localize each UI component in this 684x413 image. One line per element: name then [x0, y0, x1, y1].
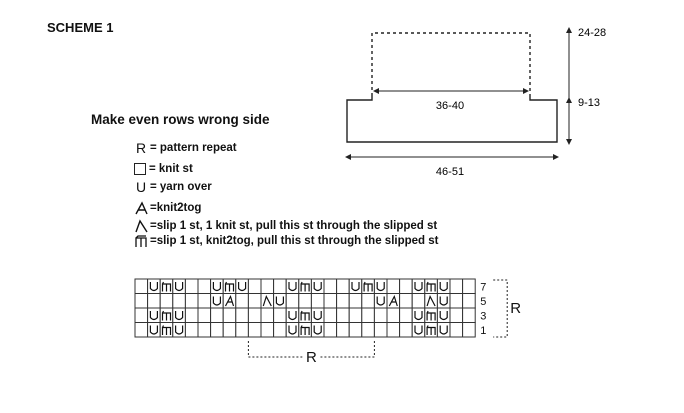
top-height-label: 24-28 — [578, 27, 607, 39]
chart-cell — [311, 308, 324, 323]
chart-cell — [299, 294, 312, 309]
chart-cell — [349, 308, 362, 323]
chart-cell — [261, 308, 274, 323]
chart-cell — [248, 308, 261, 323]
chart-cell — [463, 294, 476, 309]
legend-text: =slip 1 st, knit2tog, pull this st through the slipped st — [150, 235, 439, 247]
chart-cell — [185, 323, 198, 338]
bottom-width-label: 46-51 — [435, 166, 465, 178]
repeat-bracket-side — [493, 280, 507, 337]
chart-cell — [236, 308, 249, 323]
chart-cell — [412, 294, 425, 309]
chart-cell — [173, 323, 186, 338]
row-number-label: 1 — [480, 325, 487, 337]
chart-cell — [211, 279, 224, 294]
chart-cell — [337, 279, 350, 294]
chart-cell — [148, 323, 161, 338]
chart-cell — [286, 294, 299, 309]
legend-text: = pattern repeat — [150, 142, 237, 154]
chart-cell — [286, 323, 299, 338]
band-height-label: 9-13 — [578, 97, 601, 109]
yarn-over-icon: U — [135, 179, 147, 195]
repeat-label-side: R — [510, 300, 522, 317]
chart-cell — [387, 323, 400, 338]
chart-cell — [324, 294, 337, 309]
even-rows-note: Make even rows wrong side — [91, 112, 270, 127]
chart-cell — [412, 323, 425, 338]
chart-cell — [135, 308, 148, 323]
chart-cell — [362, 308, 375, 323]
chart-cell — [387, 308, 400, 323]
chart-cell — [148, 308, 161, 323]
chart-cell — [450, 279, 463, 294]
chart-cell — [311, 323, 324, 338]
chart-cell — [362, 323, 375, 338]
chart-cell — [437, 323, 450, 338]
chart-cell — [374, 308, 387, 323]
chart-cell — [400, 294, 413, 309]
chart-cell — [311, 279, 324, 294]
chart-cell — [374, 323, 387, 338]
repeat-icon: R — [135, 140, 147, 156]
chart-cell — [374, 279, 387, 294]
chart-cell — [135, 323, 148, 338]
chart-cell — [437, 308, 450, 323]
chart-cell — [274, 294, 287, 309]
legend-text: =knit2tog — [150, 202, 202, 214]
chart-cell — [135, 279, 148, 294]
chart-cell — [274, 279, 287, 294]
top-width-label: 36-40 — [435, 100, 465, 112]
chart-cell — [349, 279, 362, 294]
chart-cell — [337, 323, 350, 338]
chart-cell — [324, 308, 337, 323]
chart-cell — [412, 279, 425, 294]
chart-cell — [173, 279, 186, 294]
chart-cell — [198, 294, 211, 309]
chart-cell — [223, 308, 236, 323]
chart-cell — [387, 279, 400, 294]
chart-cell — [223, 323, 236, 338]
chart-cell — [261, 279, 274, 294]
chart-cell — [400, 308, 413, 323]
chart-cell — [463, 308, 476, 323]
chart-cell — [274, 308, 287, 323]
row-number-label: 5 — [480, 296, 487, 308]
chart-cell — [349, 294, 362, 309]
chart-cell — [286, 308, 299, 323]
chart-cell — [324, 323, 337, 338]
chart-cell — [160, 294, 173, 309]
chart-cell — [311, 294, 324, 309]
chart-cell — [400, 279, 413, 294]
repeat-label-bottom: R — [305, 349, 317, 366]
chart-cell — [236, 279, 249, 294]
legend-text: = knit st — [149, 163, 193, 175]
chart-cell — [450, 308, 463, 323]
chart-cell — [198, 323, 211, 338]
chart-cell — [148, 279, 161, 294]
chart-cell — [463, 323, 476, 338]
chart-cell — [412, 308, 425, 323]
chart-cell — [450, 323, 463, 338]
chart-cell — [400, 323, 413, 338]
chart-cell — [450, 294, 463, 309]
chart-cell — [248, 279, 261, 294]
chart-cell — [198, 279, 211, 294]
chart-cell — [148, 294, 161, 309]
chart-cell — [324, 279, 337, 294]
chart-cell — [173, 294, 186, 309]
chart-cell — [463, 279, 476, 294]
chart-cell — [185, 308, 198, 323]
chart-cell — [248, 323, 261, 338]
chart-cell — [185, 279, 198, 294]
chart-cell — [286, 279, 299, 294]
chart-cell — [337, 294, 350, 309]
chart-cell — [248, 294, 261, 309]
chart-cell — [274, 323, 287, 338]
chart-cell — [437, 294, 450, 309]
chart-cell — [198, 308, 211, 323]
chart-cell — [211, 294, 224, 309]
legend-text: =slip 1 st, 1 knit st, pull this st through the slipped st — [150, 220, 438, 232]
chart-cell — [135, 294, 148, 309]
scheme-title: SCHEME 1 — [47, 20, 114, 35]
chart-cell — [362, 294, 375, 309]
chart-cell — [337, 308, 350, 323]
row-number-label: 3 — [480, 310, 487, 323]
chart-cell — [173, 308, 186, 323]
chart-cell — [437, 279, 450, 294]
chart-cell — [261, 323, 274, 338]
chart-cell — [185, 294, 198, 309]
row-number-label: 7 — [480, 281, 487, 294]
chart-cell — [349, 323, 362, 338]
chart-cell — [211, 308, 224, 323]
chart-cell — [236, 294, 249, 309]
legend-text: = yarn over — [150, 181, 212, 193]
chart-cell — [374, 294, 387, 309]
chart-cell — [236, 323, 249, 338]
chart-cell — [211, 323, 224, 338]
